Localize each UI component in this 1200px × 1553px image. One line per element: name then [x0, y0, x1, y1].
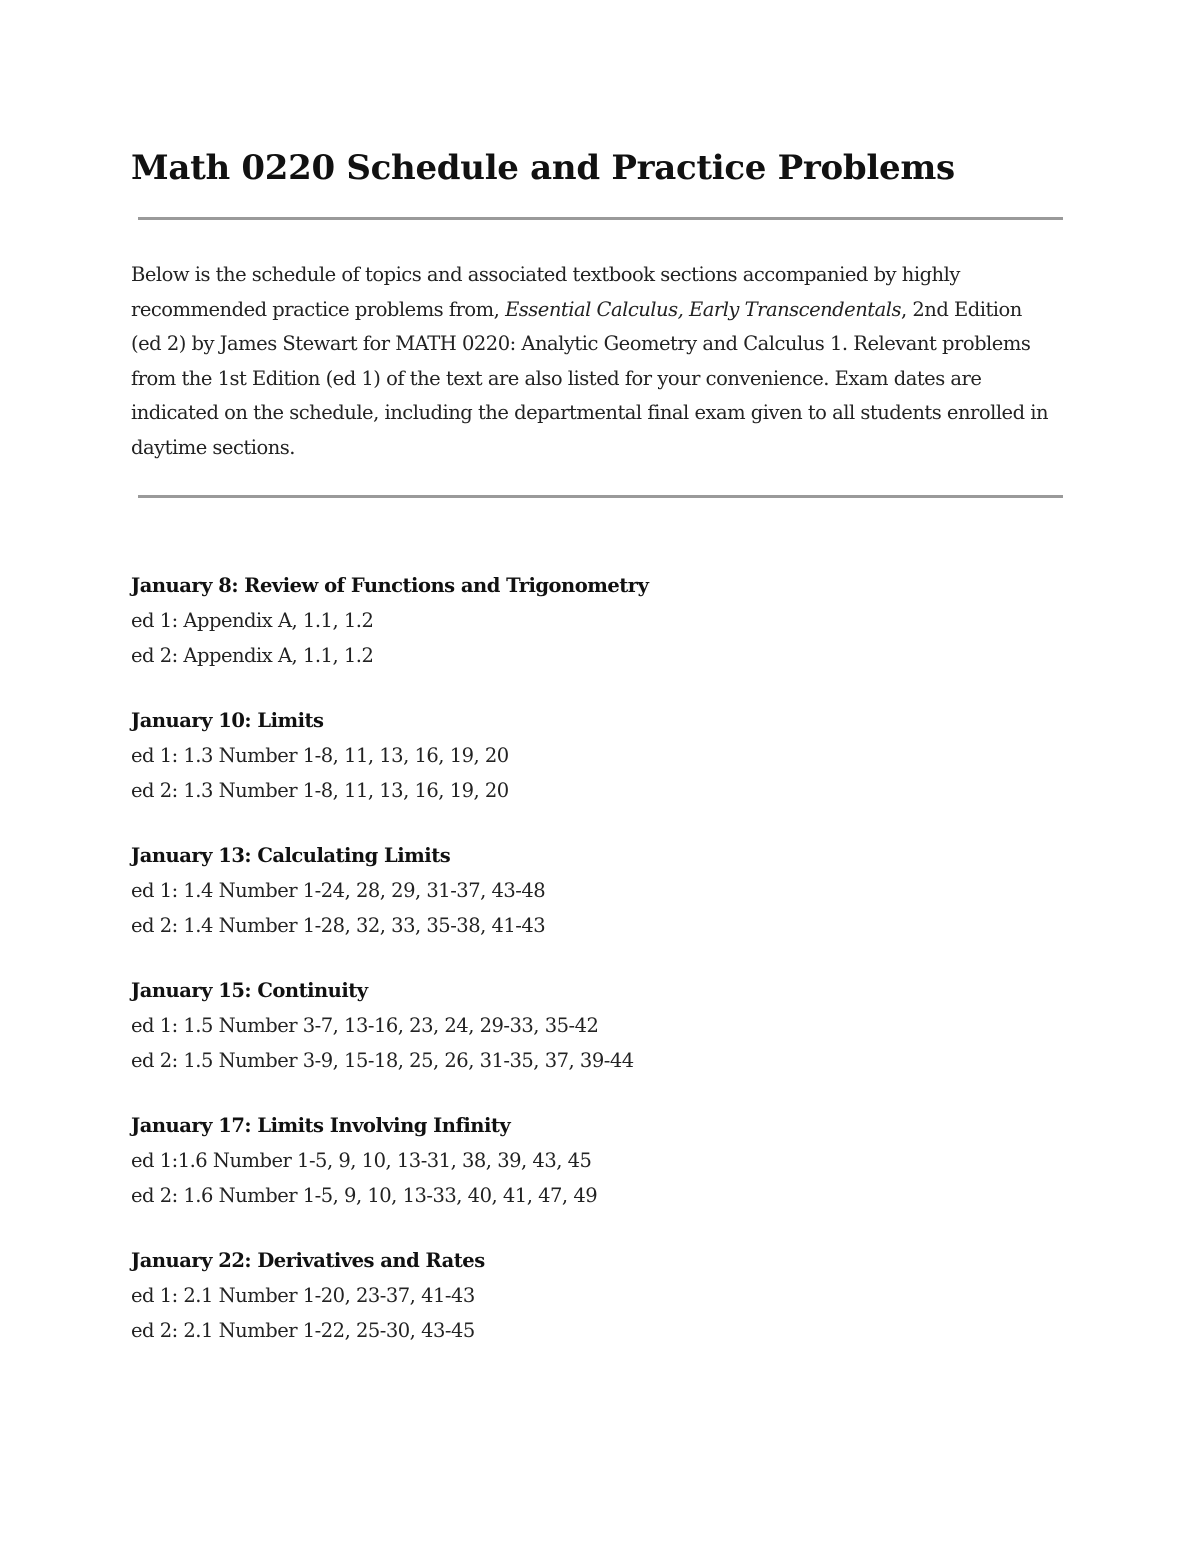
- entry-ed1-problems: ed 1:1.6 Number 1-5, 9, 10, 13-31, 38, 39, 43, 45: [131, 1149, 592, 1172]
- entry-ed1-problems: ed 1: 1.3 Number 1-8, 11, 13, 16, 19, 20: [131, 744, 509, 767]
- entry-heading: January 13: Calculating Limits: [131, 844, 451, 867]
- entry-ed1-problems: ed 1: 1.4 Number 1-24, 28, 29, 31-37, 43-48: [131, 879, 546, 902]
- entry-heading: January 17: Limits Involving Infinity: [131, 1114, 511, 1137]
- entry-heading: January 22: Derivatives and Rates: [131, 1249, 485, 1272]
- entry-heading: January 10: Limits: [131, 709, 324, 732]
- schedule-entry: [131, 703, 1056, 808]
- entry-ed1-problems: ed 1: Appendix A, 1.1, 1.2: [131, 609, 374, 632]
- schedule-entry: [131, 1108, 1056, 1213]
- schedule-entry: [131, 973, 1056, 1078]
- schedule-entry: [131, 1243, 1056, 1348]
- entry-ed2-problems: ed 2: 2.1 Number 1-22, 25-30, 43-45: [131, 1319, 475, 1342]
- bottom-divider: [138, 495, 1063, 498]
- intro-text-part2: , 2nd Edition (ed 2) by James Stewart for MATH 0220: Analytic Geometry and Calculus 1. Relevant problems from the 1st Edition (ed 1) of the text are also listed for your convenience. Exam dates are indicated on the schedule, including the departmental final exam given to all students enrolled in daytime sections.: [131, 297, 1049, 459]
- entry-ed1-problems: ed 1: 2.1 Number 1-20, 23-37, 41-43: [131, 1284, 475, 1307]
- entry-heading: January 8: Review of Functions and Trigonometry: [131, 574, 649, 597]
- entry-ed2-problems: ed 2: 1.4 Number 1-28, 32, 33, 35-38, 41-43: [131, 914, 546, 937]
- entry-ed2-problems: ed 2: Appendix A, 1.1, 1.2: [131, 644, 374, 667]
- entry-ed2-problems: ed 2: 1.3 Number 1-8, 11, 13, 16, 19, 20: [131, 779, 509, 802]
- entry-ed1-problems: ed 1: 1.5 Number 3-7, 13-16, 23, 24, 29-33, 35-42: [131, 1014, 599, 1037]
- entry-ed2-problems: ed 2: 1.5 Number 3-9, 15-18, 25, 26, 31-35, 37, 39-44: [131, 1049, 634, 1072]
- entry-heading: January 15: Continuity: [131, 979, 368, 1002]
- page-title: Math 0220 Schedule and Practice Problems: [131, 148, 955, 188]
- intro-paragraph: [131, 258, 1056, 466]
- schedule-list: [131, 568, 1056, 1378]
- entry-ed2-problems: ed 2: 1.6 Number 1-5, 9, 10, 13-33, 40, 41, 47, 49: [131, 1184, 598, 1207]
- schedule-entry: [131, 568, 1056, 673]
- intro-text-part1: Below is the schedule of topics and associated textbook sections accompanied by highly recommended practice problems from,: [131, 263, 960, 321]
- schedule-entry: [131, 838, 1056, 943]
- textbook-title: Essential Calculus, Early Transcendentals: [505, 297, 901, 321]
- top-divider: [138, 217, 1063, 220]
